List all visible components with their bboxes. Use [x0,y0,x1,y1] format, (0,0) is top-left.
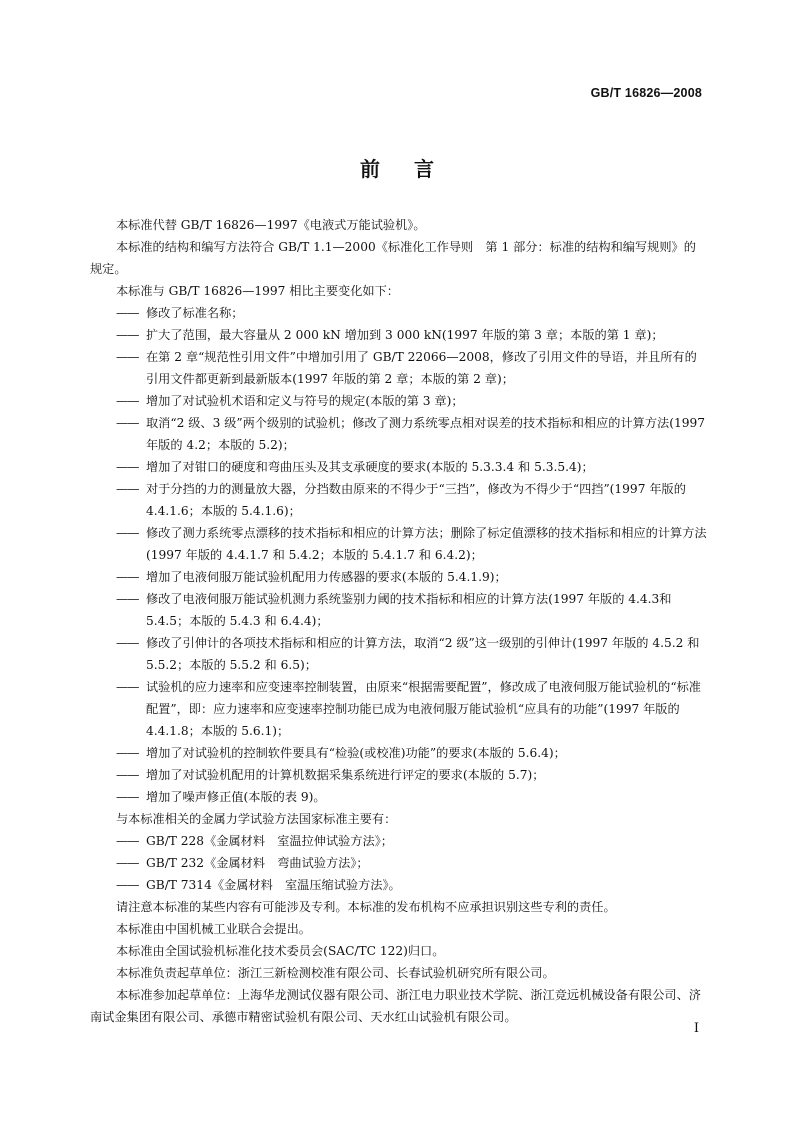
dash-marker: —— [116,416,139,430]
list-item [116,346,708,390]
dash-marker: —— [116,768,139,782]
list-item [116,302,708,324]
related-standards-intro: 与本标准相关的金属力学试验方法国家标准主要有： [116,812,397,826]
list-item-text: GB/T 232《金属材料 弯曲试验方法》； [146,856,369,870]
proposer-statement: 本标准由中国机械工业联合会提出。 [116,922,311,936]
dash-marker: —— [116,482,139,496]
list-item-text: 修改了测力系统零点漂移的技术指标和相应的计算方法；删除了标定值漂移的技术指标和相应的计算方法(1997 年版的 4.4.1.7 和 5.4.2；本版的 5.4.1.7 和 6.4.2)； [146,526,707,562]
related-standards-list [116,830,708,896]
list-item-text: 增加了电液伺服万能试验机配用力传感器的要求(本版的 5.4.1.9)； [146,570,507,584]
intro-paragraph: 本标准与 GB/T 16826—1997 相比主要变化如下： [116,284,399,298]
list-item [116,786,708,808]
list-item [116,522,708,566]
drafting-units: 本标准负责起草单位：浙江三新检测校准有限公司、长春试验机研究所有限公司。 [116,966,555,980]
dash-marker: —— [116,570,139,584]
dash-marker: —— [116,746,139,760]
list-item-text: 增加了对试验机术语和定义与符号的规定(本版的第 3 章)； [146,394,464,408]
changes-list [116,302,708,808]
dash-marker: —— [116,394,139,408]
list-item-text: 增加了对试验机配用的计算机数据采集系统进行评定的要求(本版的 5.7)； [146,768,545,782]
participating-units: 本标准参加起草单位：上海华龙测试仪器有限公司、浙江电力职业技术学院、浙江竞远机械设备有限公司、济南试金集团有限公司、承德市精密试验机有限公司、天水红山试验机有限公司。 [90,988,701,1024]
list-item-text: GB/T 228《金属材料 室温拉伸试验方法》； [146,834,393,848]
list-item-text: 增加了噪声修正值(本版的表 9)。 [146,790,326,804]
page-title: 前言 [360,157,468,181]
dash-marker: —— [116,460,139,474]
list-item-text: GB/T 7314《金属材料 室温压缩试验方法》。 [146,878,401,892]
committee-statement: 本标准由全国试验机标准化技术委员会(SAC/TC 122)归口。 [116,944,445,958]
intro-paragraph: 本标准代替 GB/T 16826—1997《电液式万能试验机》。 [116,218,426,232]
list-item [116,412,708,456]
dash-marker: —— [116,306,139,320]
list-item-text: 扩大了范围，最大容量从 2 000 kN 增加到 3 000 kN(1997 年版的第 3 章；本版的第 1 章)； [146,328,664,342]
list-item [116,874,708,896]
list-item [116,456,708,478]
list-item-text: 增加了对钳口的硬度和弯曲压头及其支承硬度的要求(本版的 5.3.3.4 和 5.3.5.4)； [146,460,594,474]
dash-marker: —— [116,636,139,650]
list-item [116,852,708,874]
list-item [116,676,708,742]
page-number: I [693,1021,699,1036]
list-item-text: 对于分挡的力的测量放大器，分挡数由原来的不得少于“三挡”，修改为不得少于“四挡”(1997 年版的 4.4.1.6；本版的 5.4.1.6)； [146,482,686,518]
list-item [116,632,708,676]
intro-paragraph: 本标准的结构和编写方法符合 GB/T 1.1—2000《标准化工作导则 第 1 部分：标准的结构和编写规则》的规定。 [90,240,696,276]
list-item [116,324,708,346]
list-item [116,742,708,764]
list-item [116,566,708,588]
dash-marker: —— [116,878,139,892]
dash-marker: —— [116,592,139,606]
list-item [116,830,708,852]
list-item-text: 修改了电液伺服万能试验机测力系统鉴别力阈的技术指标和相应的计算方法(1997 年版的 4.4.3和 5.4.5；本版的 5.4.3 和 6.4.4)； [146,592,672,628]
list-item-text: 修改了引伸计的各项技术指标和相应的计算方法，取消“2 级”这一级别的引伸计(1997 年版的 4.5.2 和 5.5.2；本版的 5.5.2 和 6.5)； [146,636,700,672]
list-item [116,764,708,786]
list-item-text: 在第 2 章“规范性引用文件”中增加引用了 GB/T 22066—2008，修改了引用文件的导语，并且所有的引用文件都更新到最新版本(1997 年版的第 2 章；本版的第 2 章)； [146,350,697,386]
list-item-text: 修改了标准名称； [146,306,244,320]
dash-marker: —— [116,680,139,694]
list-item-text: 取消“2 级、3 级”两个级别的试验机；修改了测力系统零点相对误差的技术指标和相应的计算方法(1997 年版的 4.2；本版的 5.2)； [146,416,705,452]
document-body [90,214,708,1028]
list-item [116,390,708,412]
dash-marker: —— [116,856,139,870]
list-item [116,588,708,632]
list-item-text: 试验机的应力速率和应变速率控制装置，由原来“根据需要配置”，修改成了电液伺服万能试验机的“标准配置”，即：应力速率和应变速率控制功能已成为电液伺服万能试验机“应具有的功能”(1997 年版的 4.4.1.8；本版的 5.6.1)； [146,680,701,738]
list-item [116,478,708,522]
list-item-text: 增加了对试验机的控制软件要具有“检验(或校准)功能”的要求(本版的 5.6.4)； [146,746,566,760]
dash-marker: —— [116,790,139,804]
dash-marker: —— [116,328,139,342]
standard-code: GB/T 16826—2008 [590,86,702,100]
dash-marker: —— [116,834,139,848]
dash-marker: —— [116,350,139,364]
dash-marker: —— [116,526,139,540]
patent-notice: 请注意本标准的某些内容有可能涉及专利。本标准的发布机构不应承担识别这些专利的责任。 [116,900,616,914]
